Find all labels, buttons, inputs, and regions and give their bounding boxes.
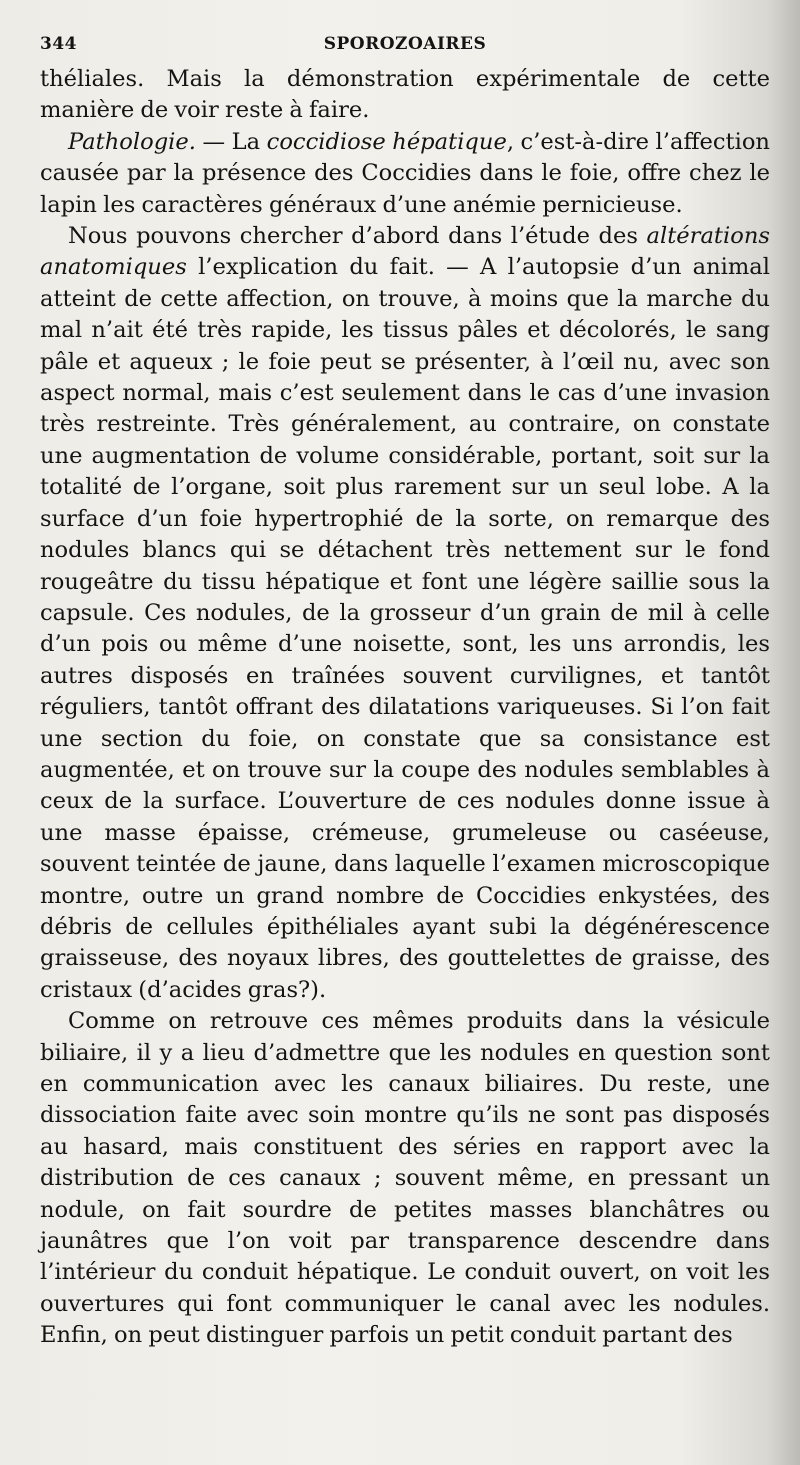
text-run: l’explication du fait. — A l’autopsie d’un animal atteint de cette affection, on trouve, à moins que la marche du mal n’ait été très rapide, les tissus pâles et décolorés, le sang pâle et aqueux ; le foie peut se présenter, à l’œil nu, avec son aspect normal, mais c’est seulement dans le cas d’une invasion très restreinte. Très généralement, au contraire, on constate une augmentation de volume considérable, portant, soit sur la totalité de l’organe, soit plus rarement sur un seul lobe. A la surface d’un foie hypertrophié de la sorte, on remarque des nodules blancs qui se détachent très nettement sur le fond rougeâtre du tissu hépatique et font une légère saillie sous la capsule. Ces nodules, de la grosseur d’un grain de mil à celle d’un pois ou même d’une noisette, sont, les uns arrondis, les autres disposés en traînées souvent curvilignes, et tantôt réguliers, tantôt offrant des dilatations variqueuses. Si l’on fait une section du foie, on constate que sa consistance est augmentée, et on trouve sur la coupe des nodules semblables à ceux de la surface. L’ouverture de ces nodules donne issue à une masse épaisse, crémeuse, grumeleuse ou caséeuse, souvent teintée de jaune, dans laquelle l’examen microscopique montre, outre un grand nombre de Coccidies enkystées, des débris de cellules épithéliales ayant subi la dégénérescence graisseuse, des noyaux libres, des gouttelettes de graisse, des cristaux (d’acides gras?).	[40, 254, 770, 1003]
page-number: 344	[40, 34, 77, 54]
section-heading-italic: Pathologie.	[68, 128, 196, 155]
paragraph-vesicule	[40, 1006, 770, 1351]
running-header	[40, 30, 770, 64]
running-title: SPOROZOAIRES	[323, 34, 487, 54]
text-run: Comme on retrouve ces mêmes produits dans la vésicule biliaire, il y a lieu d’admettre que les nodules en question sont en communication avec les canaux biliaires. Du reste, une dissociation faite avec soin montre qu’ils ne sont pas disposés au hasard, mais constituent des séries en rapport avec la distribution de ces canaux ; souvent même, en pressant un nodule, on fait sourdre de petites masses blanchâtres ou jaunâtres que l’on voit par transparence descendre dans l’intérieur du conduit hépatique. Le conduit ouvert, on voit les ouvertures qui font communiquer le canal avec les nodules. Enfin, on peut distinguer parfois un petit conduit partant des	[40, 1008, 770, 1349]
text-run: — La	[195, 128, 267, 155]
text-run: théliales. Mais la démonstration expérimentale de cette manière de voir reste à faire.	[40, 66, 770, 124]
italic-term: coccidiose hépatique	[266, 128, 507, 155]
text-run: , c’est-à-dire l’affection causée par la présence des Coccidies dans le foie, offre chez le lapin les caractères généraux d’une anémie pernicieuse.	[40, 128, 770, 218]
paragraph-pathologie	[40, 127, 770, 221]
paragraph-continuation	[40, 64, 770, 127]
paragraph-alterations	[40, 221, 770, 1006]
text-run: Nous pouvons chercher d’abord dans l’étude des	[68, 223, 647, 250]
italic-term: altérations anatomiques	[40, 223, 770, 281]
body-text	[40, 64, 770, 1352]
